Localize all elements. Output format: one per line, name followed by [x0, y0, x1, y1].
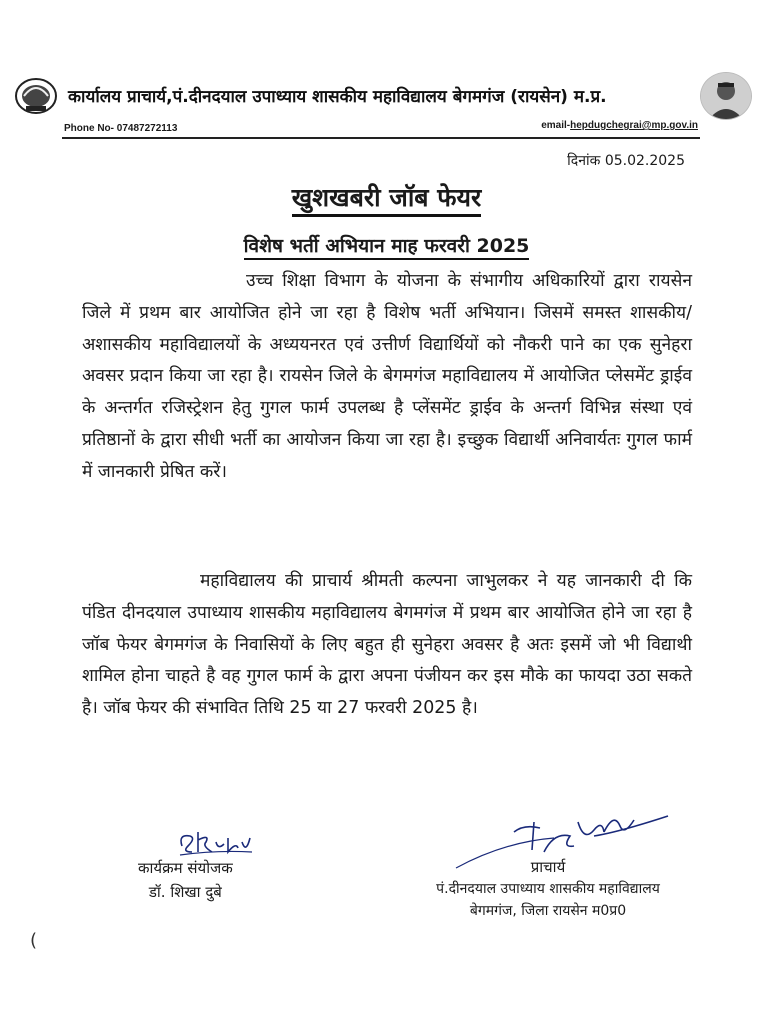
document-subtitle	[0, 232, 773, 258]
principal-role: प्राचार्य	[530, 858, 566, 876]
email-contact	[541, 120, 698, 131]
founder-portrait-photo	[700, 72, 752, 120]
document-title	[0, 180, 773, 214]
principal-signature-block	[400, 856, 696, 922]
coordinator-signature	[176, 824, 256, 860]
email-label: email-	[541, 120, 571, 131]
coordinator-signature-block	[138, 856, 233, 904]
document-title-text: खुशखबरी जॉब फेयर	[292, 183, 482, 217]
principal-location: बेगमगंज, जिला रायसेन म0प्र0	[469, 903, 627, 919]
principal-institution: पं.दीनदयाल उपाध्याय शासकीय महाविद्यालय	[436, 881, 660, 897]
email-address: hepdugchegrai@mp.gov.in	[570, 120, 698, 131]
document-subtitle-text: विशेष भर्ती अभियान माह फरवरी 2025	[244, 235, 530, 260]
document-date: दिनांक 05.02.2025	[567, 153, 685, 169]
body-paragraph-1: उच्च शिक्षा विभाग के योजना के संभागीय अधिकारियों द्वारा रायसेन जिले में प्रथम बार आयोजित होने जा रहा है विशेष भर्ती अभियान। जिसमें समस्त शासकीय/अशासकीय महाविद्यालयों के अध्ययनरत एवं उत्तीर्ण विद्यार्थियों को नौकरी पाने का एक सुनेहरा अवसर प्रदान किया जा रहा है। रायसेन जिले के बेगमगंज महाविद्यालय में आयोजित प्लेसमेंट ड्राईव के अन्तर्गत रजिस्ट्रेशन हेतु गुगल फार्म उपलब्ध है प्लेंसमेंट ड्राईव के अन्तर्ग विभिन्न संस्था एवं प्रतिष्ठानों के द्वारा सीधी भर्ती का आयोजन किया जा रहा है। इच्छुक विद्यार्थी अनिवार्यतः गुगल फार्म में जानकारी प्रेषित करें।	[82, 271, 692, 482]
college-emblem-logo	[14, 76, 58, 116]
body-paragraph-2: महाविद्यालय की प्राचार्य श्रीमती कल्पना जाभुलकर ने यह जानकारी दी कि पंडित दीनदयाल उपाध्याय शासकीय महाविद्यालय बेगमगंज में प्रथम बार आयोजित होने जा रहा है जॉब फेयर बेगमगंज के निवासियों के लिए बहुत ही सुनेहरा अवसर है अतः इसमें जो भी विद्याथी शामिल होना चाहते है वह गुगल फार्म के द्वारा अपना पंजीयन कर इस मौके का फायदा उठा सकते है। जॉब फेयर की संभावित तिथि 25 या 27 फरवरी 2025 है।	[82, 571, 692, 719]
header-divider	[62, 137, 700, 139]
phone-number: Phone No- 07487272113	[64, 123, 178, 134]
institution-header: कार्यालय प्राचार्य,पं.दीनदयाल उपाध्याय शासकीय महाविद्यालय बेगमगंज (रायसेन) म.प्र.	[68, 87, 607, 107]
margin-mark: (	[30, 930, 38, 951]
coordinator-role: कार्यक्रम संयोजक	[138, 859, 233, 877]
coordinator-name: डॉ. शिखा दुबे	[148, 883, 222, 901]
